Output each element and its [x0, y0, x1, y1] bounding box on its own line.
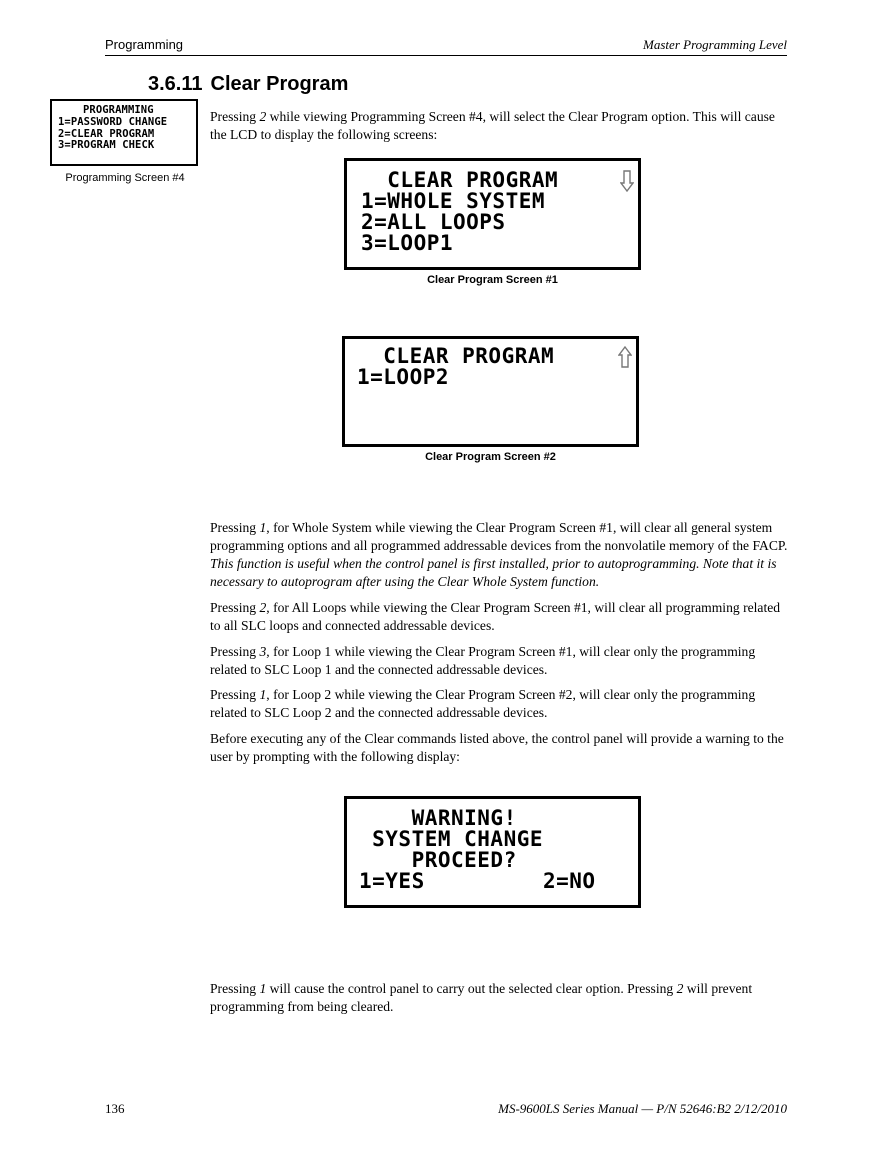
lcd-line: 3=LOOP1: [361, 231, 454, 255]
lcd-line: PROGRAMMING: [83, 104, 154, 116]
lcd-line: 1=LOOP2: [357, 365, 450, 389]
down-arrow-icon: [620, 170, 634, 192]
text: Before executing any of the Clear commands listed above, the control panel will provide a warning to the user by prompting with the following display:: [210, 731, 784, 764]
text: will cause the control panel to carry out the selected clear option. Pressing: [266, 981, 677, 996]
text: , for Loop 1 while viewing the Clear Program Screen #1, will clear only the programming related to SLC Loop 1 and the connected addressable devices.: [210, 644, 756, 677]
header-divider: [105, 55, 787, 56]
lcd-line: 1=WHOLE SYSTEM: [361, 189, 546, 213]
paragraph-final: [210, 980, 788, 1016]
intro-paragraph: [210, 108, 788, 144]
lcd-line: 2=ALL LOOPS: [361, 210, 506, 234]
key-number: 2: [259, 600, 267, 615]
programming-screen-4-lcd: [50, 99, 198, 166]
lcd-line: 2=CLEAR PROGRAM: [58, 127, 155, 140]
header-section-label: Programming: [105, 37, 184, 52]
programming-screen-4-caption: Programming Screen #4: [65, 172, 185, 184]
header-chapter-label: Master Programming Level: [643, 37, 787, 52]
key-number: 2: [676, 981, 684, 996]
paragraph-loop-1: [210, 643, 788, 679]
key-number: 2: [259, 109, 267, 124]
page-number: 136: [105, 1101, 125, 1116]
lcd-line: WARNING!: [359, 806, 517, 830]
text: Pressing: [210, 687, 260, 702]
clear-program-screen-1-lcd: [344, 158, 641, 270]
key-number: 1: [259, 981, 267, 996]
text: , for Whole System while viewing the Clear Program Screen #1, will clear all general system programming options and all programmed addressable devices from the nonvolatile memory of the FACP.: [210, 520, 788, 553]
key-number: 3: [259, 644, 267, 659]
text: Pressing: [210, 981, 260, 996]
paragraph-warning-intro: [210, 730, 788, 766]
clear-program-screen-2-lcd: [342, 336, 639, 447]
text: Pressing: [210, 520, 260, 535]
section-number: 3.6.11: [148, 73, 203, 95]
section-heading: [148, 73, 348, 96]
key-number: 1: [259, 687, 267, 702]
lcd-line: 1=YES 2=NO: [359, 869, 596, 893]
footer-document-info: MS-9600LS Series Manual — P/N 52646:B2 2/12/2010: [498, 1101, 787, 1116]
lcd-line: 3=PROGRAM CHECK: [58, 139, 155, 152]
key-number: 1: [259, 520, 267, 535]
lcd-line: CLEAR PROGRAM: [361, 168, 559, 192]
text: Pressing: [210, 600, 260, 615]
paragraph-loop-2: [210, 686, 788, 722]
text: Pressing: [210, 109, 260, 124]
up-arrow-icon: [618, 346, 632, 368]
lcd-line: CLEAR PROGRAM: [357, 344, 555, 368]
lcd-line: PROCEED?: [359, 848, 517, 872]
text: while viewing Programming Screen #4, will select the Clear Program option. This will cause the LCD to display the following screens:: [210, 109, 775, 142]
lcd-line: 1=PASSWORD CHANGE: [58, 115, 168, 128]
lcd-line: SYSTEM CHANGE: [359, 827, 544, 851]
text: , for All Loops while viewing the Clear Program Screen #1, will clear all programming related to all SLC loops and connected addressable devices.: [210, 600, 781, 633]
clear-program-screen-2-caption: Clear Program Screen #2: [425, 451, 556, 463]
section-title: Clear Program: [210, 73, 349, 95]
paragraph-all-loops: [210, 599, 788, 635]
paragraph-whole-system: [210, 519, 788, 591]
text: will prevent programming from being cleared.: [210, 981, 753, 1014]
clear-program-screen-1-caption: Clear Program Screen #1: [427, 274, 558, 286]
warning-screen-lcd: [344, 796, 641, 908]
text: , for Loop 2 while viewing the Clear Program Screen #2, will clear only the programming related to SLC Loop 2 and the connected addressable devices.: [210, 687, 756, 720]
text: Pressing: [210, 644, 260, 659]
italic-note: This function is useful when the control panel is first installed, prior to autoprogramming. Note that it is necessary to autoprogram after using the Clear Whole System function.: [210, 556, 777, 589]
